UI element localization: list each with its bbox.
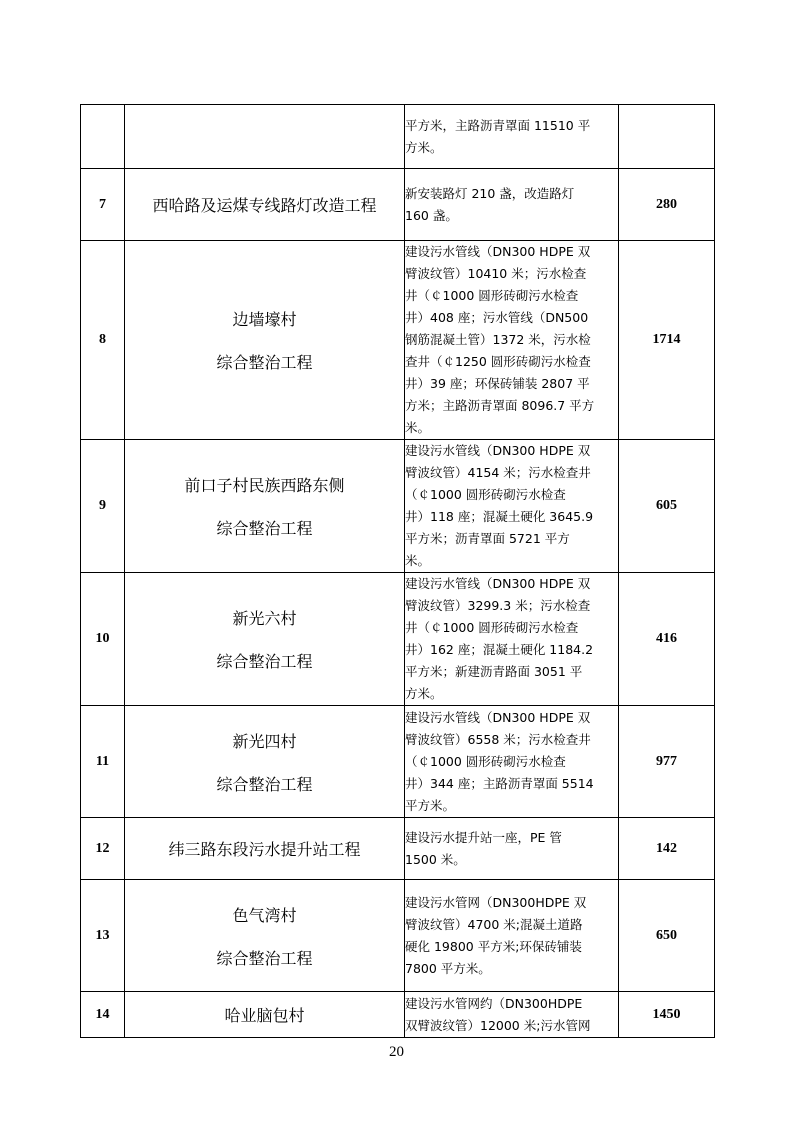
description-line: 臂波纹管）6558 米；污水检查井 bbox=[405, 731, 591, 747]
description-line: 平方米；沥青罩面 5721 平方 bbox=[405, 531, 570, 546]
amount: 977 bbox=[619, 706, 715, 818]
description-line: 钢筋混凝土管）1372 米，污水检 bbox=[405, 332, 591, 347]
description-line: 井）344 座；主路沥青罩面 5514 bbox=[405, 775, 594, 791]
description-line: 井（￠1000 圆形砖砌污水检查 bbox=[405, 288, 579, 303]
project-name-line: 综合整治工程 bbox=[216, 652, 313, 671]
project-description bbox=[405, 880, 619, 992]
project-name: 哈业脑包村 bbox=[125, 992, 405, 1038]
amount: 1714 bbox=[619, 241, 715, 440]
row-number: 13 bbox=[81, 880, 125, 992]
description-line: 井）39 座；环保砖铺装 2807 平 bbox=[405, 376, 590, 391]
table-row bbox=[81, 241, 715, 440]
amount: 650 bbox=[619, 880, 715, 992]
description-line: 160 盏。 bbox=[405, 207, 458, 223]
row-number: 10 bbox=[81, 573, 125, 706]
project-description bbox=[405, 440, 619, 573]
project-description bbox=[405, 992, 619, 1038]
description-line: 米。 bbox=[405, 553, 431, 568]
project-name bbox=[125, 105, 405, 169]
row-number: 14 bbox=[81, 992, 125, 1038]
description-line: 米。 bbox=[405, 420, 431, 435]
project-name-line: 综合整治工程 bbox=[216, 774, 313, 794]
description-line: 建设污水管线（DN300 HDPE 双 bbox=[405, 244, 591, 259]
description-line: 7800 平方米。 bbox=[405, 960, 491, 976]
project-description bbox=[405, 105, 619, 169]
description-line: 平方米；新建沥青路面 3051 平 bbox=[405, 664, 583, 679]
amount bbox=[619, 105, 715, 169]
project-name-line: 前口子村民族西路东侧 bbox=[184, 476, 345, 495]
project-name-line: 综合整治工程 bbox=[216, 948, 313, 968]
amount: 605 bbox=[619, 440, 715, 573]
description-line: 双臂波纹管）12000 米;污水管网 bbox=[405, 1017, 591, 1033]
description-line: 平方米。 bbox=[405, 797, 456, 813]
project-name bbox=[125, 241, 405, 440]
project-name-line: 综合整治工程 bbox=[216, 519, 313, 538]
table-row bbox=[81, 440, 715, 573]
table-row bbox=[81, 105, 715, 169]
description-line: 查井（￠1250 圆形砖砌污水检查 bbox=[405, 354, 591, 369]
description-line: 臂波纹管）10410 米；污水检查 bbox=[405, 266, 587, 281]
description-line: 方米。 bbox=[405, 139, 443, 155]
project-name: 西哈路及运煤专线路灯改造工程 bbox=[125, 169, 405, 241]
description-line: 建设污水管网（DN300HDPE 双 bbox=[405, 894, 587, 910]
row-number: 9 bbox=[81, 440, 125, 573]
project-name bbox=[125, 440, 405, 573]
project-name-line: 边墙壕村 bbox=[232, 310, 297, 329]
project-name bbox=[125, 706, 405, 818]
project-name-line: 新光六村 bbox=[232, 609, 297, 628]
description-line: 硬化 19800 平方米;环保砖铺装 bbox=[405, 938, 582, 954]
project-description bbox=[405, 706, 619, 818]
description-line: 建设污水管线（DN300 HDPE 双 bbox=[405, 576, 591, 591]
description-line: （￠1000 圆形砖砌污水检查 bbox=[405, 487, 566, 502]
description-line: 井（￠1000 圆形砖砌污水检查 bbox=[405, 620, 579, 635]
description-line: 井）408 座；污水管线（DN500 bbox=[405, 310, 589, 325]
description-line: 1500 米。 bbox=[405, 851, 466, 867]
amount: 416 bbox=[619, 573, 715, 706]
table-row bbox=[81, 573, 715, 706]
table-row bbox=[81, 992, 715, 1038]
project-description bbox=[405, 241, 619, 440]
project-description bbox=[405, 573, 619, 706]
row-number: 12 bbox=[81, 818, 125, 880]
table-row bbox=[81, 169, 715, 241]
description-line: 建设污水管网约（DN300HDPE bbox=[405, 995, 583, 1011]
project-description bbox=[405, 169, 619, 241]
project-name: 纬三路东段污水提升站工程 bbox=[125, 818, 405, 880]
description-line: 方米；主路沥青罩面 8096.7 平方 bbox=[405, 398, 595, 413]
project-description bbox=[405, 818, 619, 880]
page-number: 20 bbox=[389, 1044, 404, 1060]
description-line: 臂波纹管）4700 米;混凝土道路 bbox=[405, 916, 583, 932]
description-line: 臂波纹管）3299.3 米；污水检查 bbox=[405, 598, 591, 613]
description-line: 建设污水管线（DN300 HDPE 双 bbox=[405, 443, 591, 458]
description-line: 建设污水管线（DN300 HDPE 双 bbox=[405, 709, 591, 725]
description-line: （￠1000 圆形砖砌污水检查 bbox=[405, 753, 566, 769]
project-name bbox=[125, 573, 405, 706]
row-number: 8 bbox=[81, 241, 125, 440]
description-line: 平方米，主路沥青罩面 11510 平 bbox=[405, 117, 591, 133]
row-number: 7 bbox=[81, 169, 125, 241]
table-row bbox=[81, 880, 715, 992]
project-name-line: 新光四村 bbox=[232, 731, 297, 751]
amount: 280 bbox=[619, 169, 715, 241]
amount: 1450 bbox=[619, 992, 715, 1038]
project-name-line: 色气湾村 bbox=[232, 905, 297, 925]
table-row bbox=[81, 706, 715, 818]
description-line: 方米。 bbox=[405, 686, 443, 701]
description-line: 新安装路灯 210 盏，改造路灯 bbox=[405, 185, 575, 201]
project-table bbox=[80, 104, 715, 1038]
row-number bbox=[81, 105, 125, 169]
description-line: 建设污水提升站一座，PE 管 bbox=[405, 829, 562, 845]
description-line: 臂波纹管）4154 米；污水检查井 bbox=[405, 465, 591, 480]
table-row bbox=[81, 818, 715, 880]
description-line: 井）118 座；混凝土硬化 3645.9 bbox=[405, 509, 594, 524]
amount: 142 bbox=[619, 818, 715, 880]
project-name bbox=[125, 880, 405, 992]
project-name-line: 综合整治工程 bbox=[216, 353, 313, 372]
description-line: 井）162 座；混凝土硬化 1184.2 bbox=[405, 642, 594, 657]
row-number: 11 bbox=[81, 706, 125, 818]
